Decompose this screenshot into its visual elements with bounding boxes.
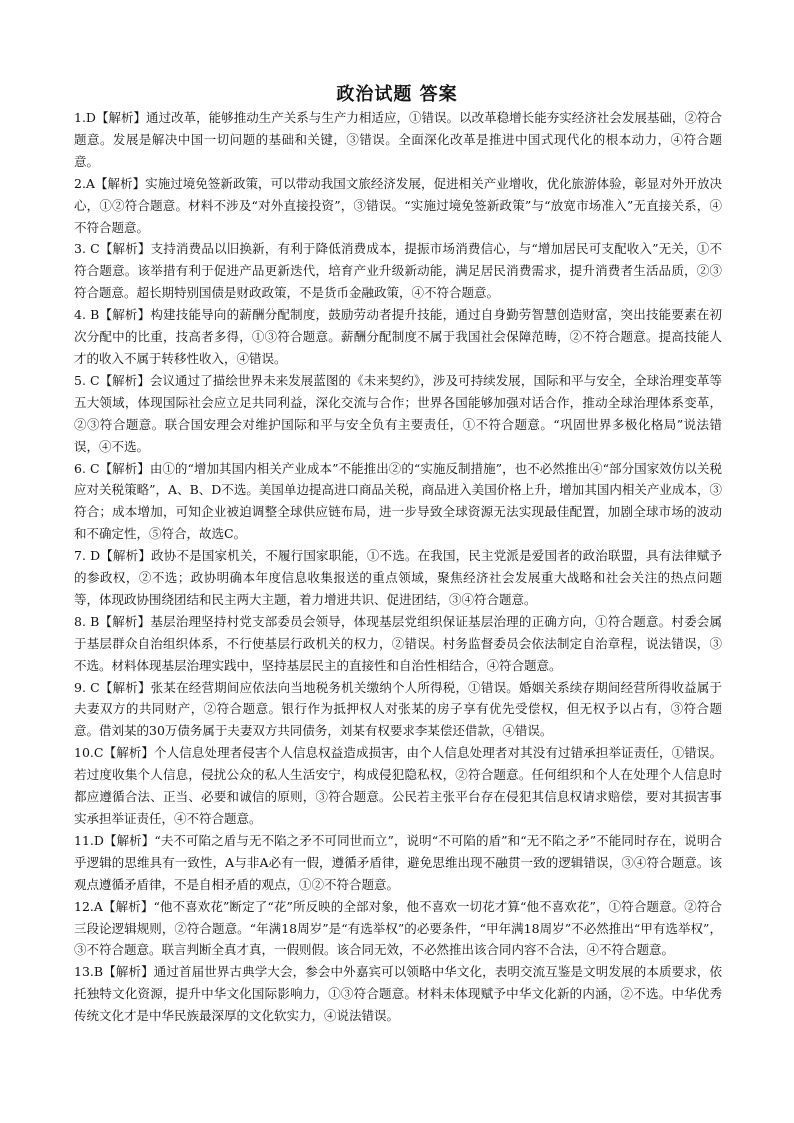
answer-item-2: 2.A【解析】实施过境免签新政策，可以带动我国文旅经济发展，促进相关产业增收，优化旅游体验，彰显对外开放决心，①②符合题意。材料不涉及“对外直接投资”，③错误。“实施过境免签新政策”与“放宽市场准入”无直接关系，④不符合题意。: [74, 175, 722, 235]
answer-list: [74, 107, 722, 1027]
answer-item-7: 7. D【解析】政协不是国家机关，不履行国家职能，①不选。在我国，民主党派是爱国者的政治联盟，具有法律赋予的参政权，②不选；政协明确本年度信息收集报送的重点领域，聚焦经济社会发展重大战略和社会关注的热点问题等，体现政协围绕团结和民主两大主题，着力增进共识、促进团结，③④符合题意。: [74, 548, 722, 607]
answer-item-13: 13.B【解析】通过首届世界古典学大会，参会中外嘉宾可以领略中华文化，表明交流互鉴是文明发展的本质要求，依托独特文化资源，提升中华文化国际影响力，①③符合题意。材料未体现赋予中华文化新的内涵，②不选。中华优秀传统文化才是中华民族最深厚的文化软实力，④说法错误。: [74, 964, 722, 1024]
answer-item-12: 12.A【解析】“他不喜欢花”断定了“花”所反映的全部对象，他不喜欢一切花才算“他不喜欢花”，①符合题意。②符合三段论逻辑规则，②符合题意。“年满18周岁”是“有选举权”的必要条件，“甲年满18周岁”不必然推出“甲有选举权”，③不符合题意。联言判断全真才真，一假则假。该合同无效，不必然推出该合同内容不合法，④不符合题意。: [74, 898, 722, 958]
answer-item-5: 5. C【解析】会议通过了描绘世界未来发展蓝图的《未来契约》，涉及可持续发展，国际和平与安全，全球治理变革等五大领域，体现国际社会应立足共同利益，深化交流与合作；世界各国能够加强对话合作，推动全球治理体系变革，②③符合题意。联合国安理会对维护国际和平与安全负有主要责任，①不符合题意。“巩固世界多极化格局”说法错误，④不选。: [74, 372, 722, 454]
answer-item-4: 4. B【解析】构建技能导向的薪酬分配制度，鼓励劳动者提升技能，通过自身勤劳智慧创造财富，突出技能要素在初次分配中的比重，技高者多得，①③符合题意。薪酬分配制度不属于我国社会保障范畴，②不符合题意。提高技能人才的收入不属于转移性收入，④错误。: [74, 307, 722, 366]
answer-item-3: 3. C【解析】支持消费品以旧换新，有利于降低消费成本，提振市场消费信心，与“增加居民可支配收入”无关，①不符合题意。该举措有利于促进产品更新迭代，培育产业升级新动能，满足居民消费需求，提升消费者生活品质，②③符合题意。超长期特别国债是财政政策，不是货币金融政策，④不符合题意。: [74, 241, 722, 301]
answer-item-1: 1.D【解析】通过改革，能够推动生产关系与生产力相适应，①错误。以改革稳增长能夯实经济社会发展基础，②符合题意。发展是解决中国一切问题的基础和关键，③错误。全面深化改革是推进中国式现代化的根本动力，④符合题意。: [74, 110, 722, 169]
answer-item-8: 8. B【解析】基层治理坚持村党支部委员会领导，体现基层党组织保证基层治理的正确方向，①符合题意。村委会属于基层群众自治组织体系，不行使基层行政机关的权力，②错误。村务监督委员会依法制定自治章程，说法错误，③不选。材料体现基层治理实践中，坚持基层民主的直接性和自治性相结合，④符合题意。: [74, 613, 722, 673]
answer-item-6: 6. C【解析】由①的“增加其国内相关产业成本”不能推出②的“实施反制措施”，也不必然推出④“部分国家效仿以关税应对关税策略”，A、B、D不选。美国单边提高进口商品关税，商品进入美国价格上升，增加其国内相关产业成本，③符合；成本增加，可知企业被迫调整全球供应链布局，进一步导致全球资源无法实现最佳配置，加剧全球市场的波动和不确定性，⑤符合，故选C。: [74, 460, 722, 542]
answer-item-11: 11.D【解析】“夫不可陷之盾与无不陷之矛不可同世而立”，说明“不可陷的盾”和“无不陷之矛”不能同时存在，说明合乎逻辑的思维具有一致性，A与非A必有一假，遵循矛盾律，避免思维出现不融贯一致的逻辑错误，③④符合题意。该观点遵循矛盾律，不是自相矛盾的观点，①②不符合题意。: [74, 832, 722, 892]
page-title: 政治试题 答案: [336, 84, 458, 105]
answer-item-9: 9. C【解析】张某在经营期间应依法向当地税务机关缴纳个人所得税，①错误。婚姻关系续存期间经营所得收益属于夫妻双方的共同财产，②符合题意。银行作为抵押权人对张某的房子享有优先受偿权，但无权予以占有，③符合题意。借刘某的30万债务属于夫妻双方共同债务，刘某有权要求李某偿还借款，④错误。: [74, 679, 722, 739]
answer-item-10: 10.C【解析】个人信息处理者侵害个人信息权益造成损害，由个人信息处理者对其没有过错承担举证责任，①错误。若过度收集个人信息，侵扰公众的私人生活安宁，构成侵犯隐私权，②符合题意。任何组织和个人在处理个人信息时都应遵循合法、正当、必要和诚信的原则，③符合题意。公民若主张平台存在侵犯其信息权请求赔偿，要对其损害事实承担举证责任，④不符合题意。: [74, 745, 722, 826]
